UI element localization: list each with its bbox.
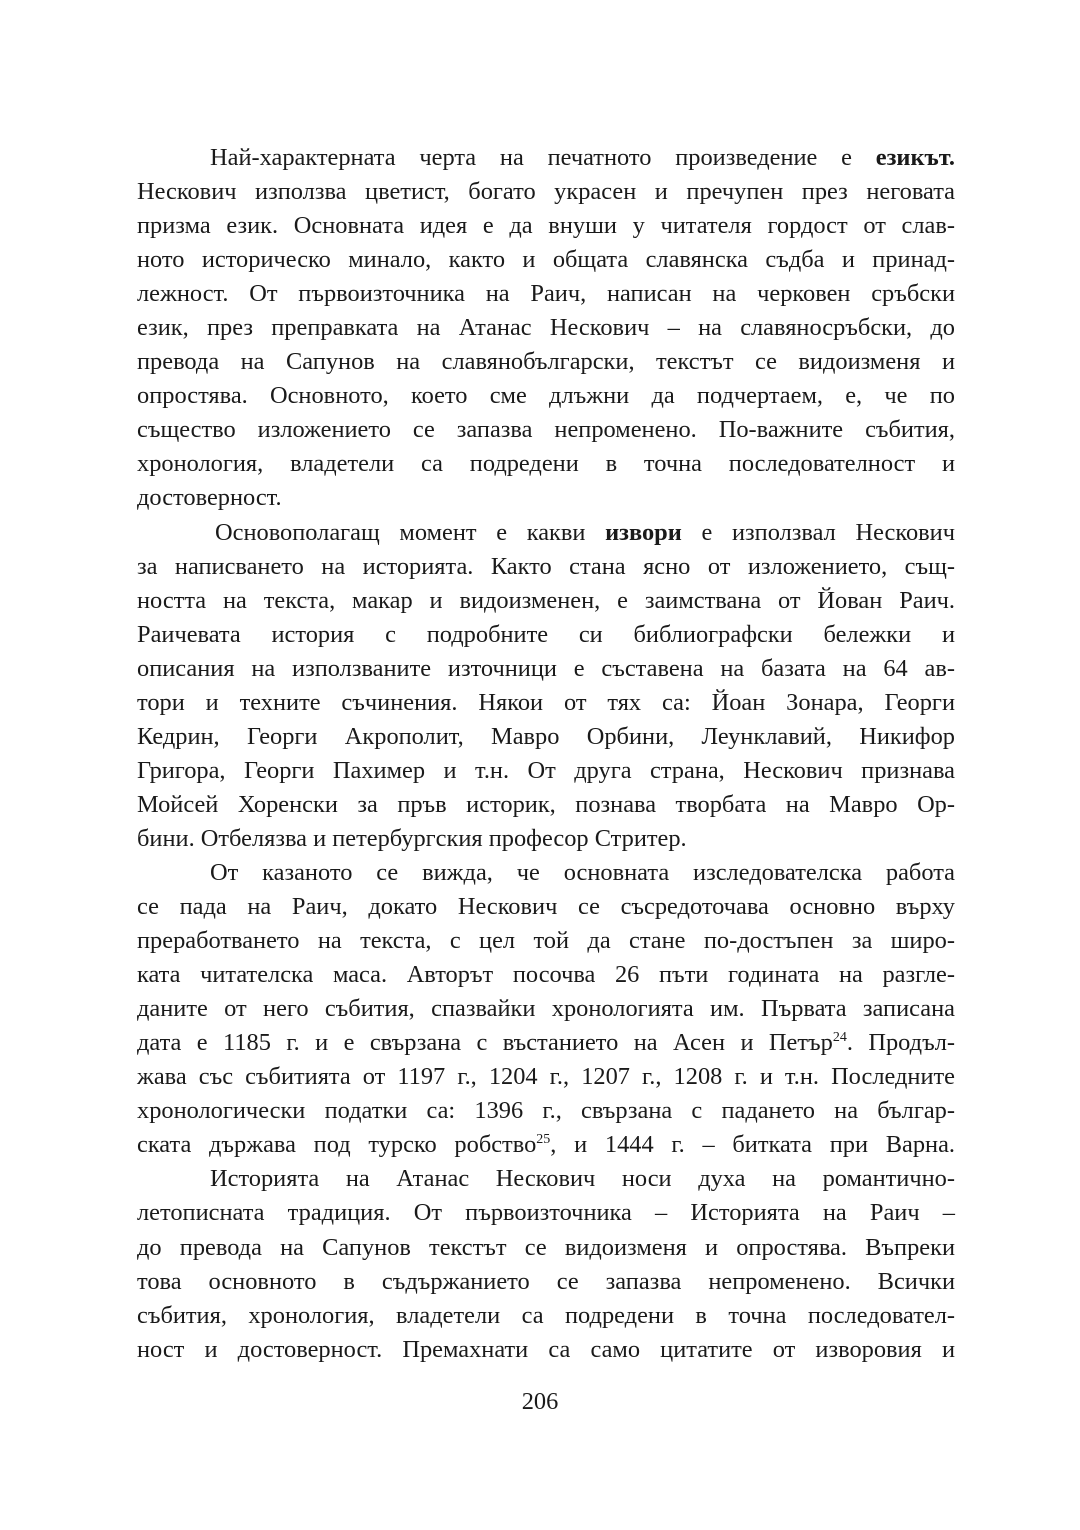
text-line: превода на Сапунов на славянобългарски, текстът се видоизменя и xyxy=(137,348,955,376)
footnote-ref-24[interactable]: 24 xyxy=(832,1030,847,1046)
paragraph-2 xyxy=(137,516,955,856)
text-line: Най-характерната черта на печатното произведение е езикът. xyxy=(210,144,955,171)
text-line: ност и достоверност. Премахнати са само цитатите от изворовия и xyxy=(137,1335,955,1363)
text-line: език, през преправката на Атанас Нескович – на славяносръбски, до xyxy=(137,314,955,342)
text-line: бини. Отбелязва и петербургския професор Стритер. xyxy=(137,824,687,852)
text-line: това основното в съдържанието се запазва непроменено. Всички xyxy=(137,1267,955,1295)
text-line: ската държава под турско робство$^{25}$, и 1444 г. – битката при Варна. xyxy=(137,1131,955,1159)
footnote-ref-25[interactable]: 25 xyxy=(536,1132,551,1148)
text-line: за написването на историята. Както стана ясно от изложението, същ- xyxy=(137,552,955,580)
text-line: жава със събитията от 1197 г., 1204 г., 1207 г., 1208 г. и т.н. Последните xyxy=(137,1063,955,1091)
text-line: Кедрин, Георги Акрополит, Мавро Орбини, Леунклавий, Никифор xyxy=(137,722,955,750)
text-line: Раичевата история с подробните си библиографски бележки и xyxy=(137,620,955,648)
text-line: Мойсей Хоренски за пръв историк, познава творбата на Мавро Ор- xyxy=(137,790,955,818)
bold-term-izvori: извори xyxy=(605,518,682,546)
text-line: хронологически податки са: 1396 г., свързана с падането на българ- xyxy=(137,1097,955,1125)
paragraph-1 xyxy=(137,141,955,516)
text-line: ността на текста, макар и видоизменен, е заимствана от Йован Раич. xyxy=(137,586,955,614)
text-line: опростява. Основното, което сме длъжни да подчертаем, е, че по xyxy=(137,382,955,410)
text-line: От казаното се вижда, че основната изследователска работа xyxy=(210,858,955,886)
text-line: ката читателска маса. Авторът посочва 26 пъти годината на разгле- xyxy=(137,961,955,989)
page-number: 206 xyxy=(521,1388,559,1415)
text-line: хронология, владетели са подредени в точна последователност и xyxy=(137,450,955,478)
text-line: даните от него събития, спазвайки хронологията им. Първата записана xyxy=(137,995,955,1023)
text-line: ното историческо минало, както и общата славянска съдба и принад- xyxy=(137,246,955,274)
text-line: Григора, Георги Пахимер и т.н. От друга страна, Нескович признава xyxy=(137,756,955,784)
text-line: лежност. От първоизточника на Раич, написан на черковен сръбски xyxy=(137,280,955,308)
text-line: летописната традиция. От първоизточника – Историята на Раич – xyxy=(137,1199,955,1227)
text-line: Нескович използва цветист, богато украсен и пречупен през неговата xyxy=(137,178,955,206)
text-line: до превода на Сапунов текстът се видоизменя и опростява. Въпреки xyxy=(137,1233,955,1261)
text-line: същество изложението се запазва непроменено. По-важните събития, xyxy=(137,416,955,444)
text-line: тори и техните съчинения. Някои от тях са: Йоан Зонара, Георги xyxy=(137,688,955,716)
body-text xyxy=(137,141,955,1367)
bold-term-ezikat: езикът. xyxy=(875,144,955,171)
paragraph-4 xyxy=(137,1162,955,1366)
text-line: Основополагащ момент е какви извори е използвал Нескович xyxy=(215,518,955,546)
text-line: събития, хронология, владетели са подредени в точна последовател- xyxy=(137,1301,955,1329)
text-line: преработването на текста, с цел той да стане по-достъпен за широ- xyxy=(137,927,955,955)
text-line: дата е 1185 г. и е свързана с въстанието на Асен и Петър$^{24}$. Продъл- xyxy=(137,1029,955,1057)
text-line: описания на използваните източници е съставена на базата на 64 ав- xyxy=(137,654,955,682)
paragraph-3 xyxy=(137,856,955,1162)
text-line: достоверност. xyxy=(137,484,282,512)
text-line: призма език. Основната идея е да внуши у читателя гордост от слав- xyxy=(137,212,955,240)
text-line: Историята на Атанас Нескович носи духа на романтично- xyxy=(210,1165,955,1193)
text-line: се пада на Раич, докато Нескович се съсредоточава основно върху xyxy=(137,893,955,921)
